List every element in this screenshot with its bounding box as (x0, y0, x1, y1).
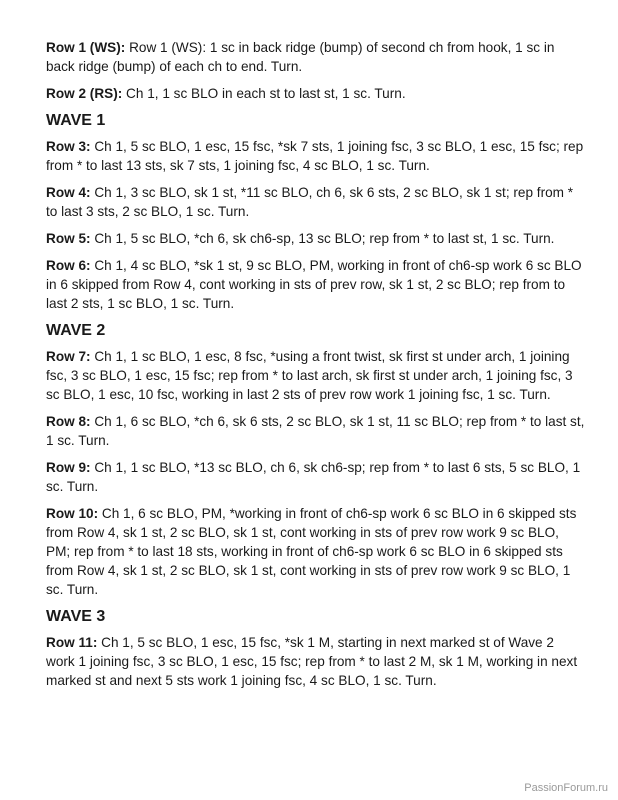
wave-3-heading: WAVE 3 (46, 608, 106, 625)
row-text: Ch 1, 1 sc BLO, 1 esc, 8 fsc, *using a front twist, sk first st under arch, 1 joining fsc, 3 sc BLO, 1 esc, 15 fsc; rep from * to last arch, sk first st under arch, 1 joining fsc, 3 sc BLO, 1 esc, 10 fsc, working in last 2 sts of prev row work 1 joining fsc, 1 sc. Turn. (46, 349, 573, 402)
wave-2-heading: WAVE 2 (46, 322, 106, 339)
row-text: Ch 1, 3 sc BLO, sk 1 st, *11 sc BLO, ch 6, sk 6 sts, 2 sc BLO, sk 1 st; rep from * to last 3 sts, 2 sc BLO, 1 sc. Turn. (46, 185, 574, 219)
row-label: Row 4: (46, 185, 91, 200)
pattern-page (46, 38, 586, 698)
row-label: Row 10: (46, 506, 99, 521)
row-text: Ch 1, 5 sc BLO, 1 esc, 15 fsc, *sk 7 sts, 1 joining fsc, 3 sc BLO, 1 esc, 15 fsc; rep from * to last 13 sts, sk 7 sts, 1 joining fsc, 4 sc BLO, 1 sc. Turn. (46, 139, 584, 173)
row-label: Row 1 (WS): (46, 40, 126, 55)
row-9 (46, 458, 586, 496)
row-label: Row 6: (46, 258, 91, 273)
row-text: Ch 1, 5 sc BLO, 1 esc, 15 fsc, *sk 1 M, starting in next marked st of Wave 2 work 1 joining fsc, 3 sc BLO, 1 esc, 15 fsc; rep from * to last 2 M, sk 1 M, working in next marked st and next 5 sts work 1 joining fsc, 4 sc BLO, 1 sc. Turn. (46, 635, 578, 688)
row-4 (46, 183, 586, 221)
row-text: Ch 1, 1 sc BLO in each st to last st, 1 sc. Turn. (122, 86, 406, 101)
row-8 (46, 412, 586, 450)
row-label: Row 8: (46, 414, 91, 429)
row-text: Ch 1, 1 sc BLO, *13 sc BLO, ch 6, sk ch6-sp; rep from * to last 6 sts, 5 sc BLO, 1 sc. Turn. (46, 460, 581, 494)
row-11 (46, 633, 586, 690)
row-text: Ch 1, 5 sc BLO, *ch 6, sk ch6-sp, 13 sc BLO; rep from * to last st, 1 sc. Turn. (90, 231, 555, 246)
row-1 (46, 38, 586, 76)
row-text: Row 1 (WS): 1 sc in back ridge (bump) of second ch from hook, 1 sc in back ridge (bump) of each ch to end. Turn. (46, 40, 555, 74)
row-text: Ch 1, 6 sc BLO, PM, *working in front of ch6-sp work 6 sc BLO in 6 skipped sts from Row 4, sk 1 st, 2 sc BLO, sk 1 st, cont working in sts of prev row work 9 sc BLO, PM; rep from * to last 18 sts, working in front of ch6-sp work 6 sc BLO in 6 skipped sts from Row 4, sk 1 st, 2 sc BLO, sk 1 st, cont working in sts of prev row work 9 sc BLO, 1 sc. Turn. (46, 506, 577, 597)
row-7 (46, 347, 586, 404)
row-3 (46, 137, 586, 175)
row-text: Ch 1, 4 sc BLO, *sk 1 st, 9 sc BLO, PM, working in front of ch6-sp work 6 sc BLO in 6 skipped from Row 4, cont working in sts of prev row, sk 1 st, 2 sc BLO; rep from to last 2 sts, 1 sc BLO, 1 sc. Turn. (46, 258, 582, 311)
row-text: Ch 1, 6 sc BLO, *ch 6, sk 6 sts, 2 sc BLO, sk 1 st, 11 sc BLO; rep from * to last st, 1 sc. Turn. (46, 414, 585, 448)
row-5 (46, 229, 586, 248)
row-label: Row 11: (46, 635, 98, 650)
watermark: PassionForum.ru (524, 782, 608, 794)
row-label: Row 7: (46, 349, 91, 364)
row-2 (46, 84, 586, 103)
row-10 (46, 504, 586, 599)
row-label: Row 5: (46, 231, 91, 246)
wave-1-heading: WAVE 1 (46, 112, 106, 129)
row-label: Row 3: (46, 139, 91, 154)
row-label: Row 9: (46, 460, 91, 475)
row-6 (46, 256, 586, 313)
row-label: Row 2 (RS): (46, 86, 123, 101)
